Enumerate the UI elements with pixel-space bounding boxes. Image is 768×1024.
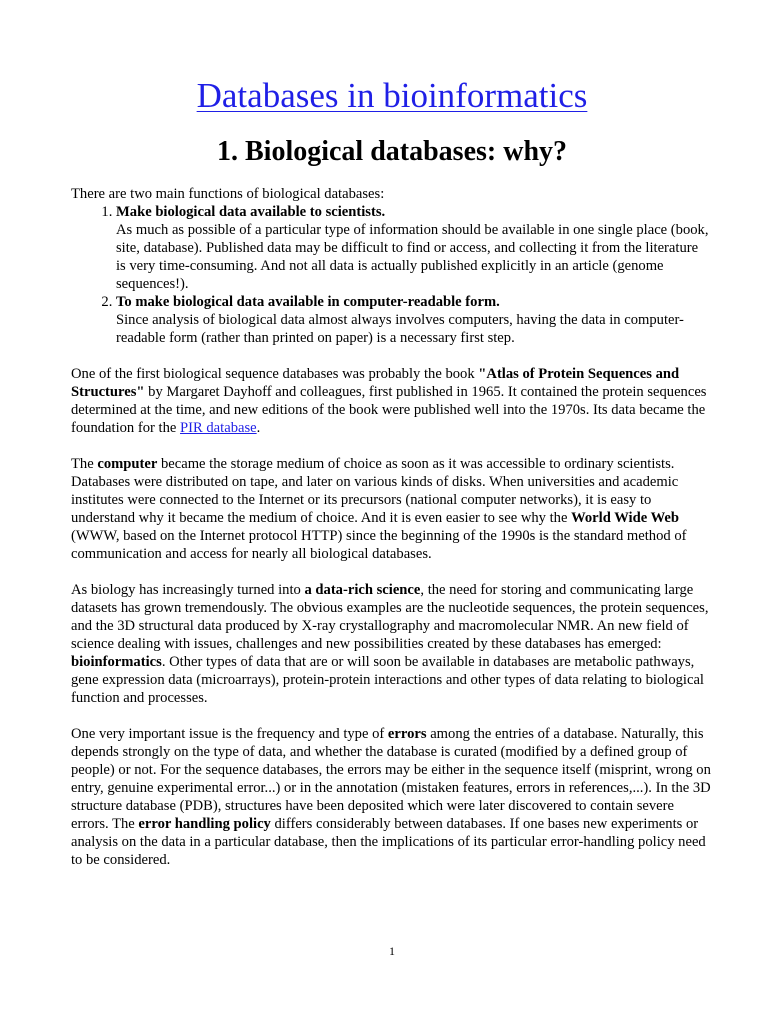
intro-paragraph: There are two main functions of biological databases: — [71, 186, 385, 202]
list-item-description: As much as possible of a particular type of information should be available in one single place (book, site, database). Published data may be difficult to find or access, and collecting it from the literature is very time-consuming. And not all data is actually published explicitly in an article (genome sequences!). — [116, 222, 709, 292]
list-item-description: Since analysis of biological data almost always involves computers, having the data in computer-readable form (rather than printed on paper) is a necessary first step. — [116, 312, 684, 346]
bold-term: bioinformatics — [71, 654, 162, 670]
list-item — [116, 293, 711, 347]
paragraph-text: among the entries of a database. Naturally, this depends strongly on the type of data, and whether the database is curated (modified by a defined group of people) or not. For the sequence databases, the errors may be either in the sequence itself (misprint, wrong on entry, genuine experimental error...) or in the annotation (mistaken features, errors in references,...). In the 3D structure database (PDB), structures have been deposited which were later discovered to contain severe errors. The — [71, 726, 711, 832]
atlas-paragraph — [71, 365, 711, 437]
data-rich-paragraph — [71, 581, 711, 707]
paragraph-text: As biology has increasingly turned into — [71, 582, 305, 598]
paragraph-text: (WWW, based on the Internet protocol HTTP) since the beginning of the 1990s is the standard method of communication and access for nearly all biological databases. — [71, 528, 687, 562]
computer-paragraph — [71, 455, 711, 563]
paragraph-text: by Margaret Dayhoff and colleagues, first published in 1965. It contained the protein sequences determined at the time, and new editions of the book were published well into the 1970s. Its data became the foundation for the — [71, 384, 707, 436]
list-item-title: To make biological data available in computer-readable form. — [116, 294, 500, 310]
paragraph-text: became the storage medium of choice as soon as it was accessible to ordinary scientists. Databases were distributed on tape, and later on various kinds of disks. When universities and academic institutes were connected to the Internet or its precursors (national computer networks), it is easy to understand why it became the medium of choice. And it is even easier to see why the — [71, 456, 679, 526]
document-body — [71, 185, 711, 887]
section-heading: 1. Biological databases: why? — [216, 136, 568, 167]
bold-term: a data-rich science — [304, 582, 421, 598]
errors-paragraph — [71, 725, 711, 869]
paragraph-text: One very important issue is the frequency and type of — [71, 726, 388, 742]
paragraph-text: , the need for storing and communicating large datasets has grown tremendously. The obvious examples are the nucleotide sequences, the protein sequences, and the 3D structural data produced by X-ray crystallography and macromolecular NMR. An new field of science dealing with issues, challenges and new possibilities created by these databases has emerged: — [71, 582, 709, 652]
functions-list — [71, 203, 711, 347]
paragraph-text: The — [71, 456, 98, 472]
document-title-link[interactable]: Databases in bioinformatics — [196, 76, 588, 115]
page-number: 1 — [389, 944, 395, 958]
atlas-book-title: "Atlas of Protein Sequences and Structures" — [71, 366, 680, 400]
paragraph-text: One of the first biological sequence databases was probably the book — [71, 366, 479, 382]
paragraph-text: . Other types of data that are or will soon be available in databases are metabolic pathways, gene expression data (microarrays), protein-protein interactions and other types of data relating to biological function and processes. — [71, 654, 704, 706]
list-item — [116, 203, 711, 293]
bold-term: World Wide Web — [571, 510, 679, 526]
bold-term: computer — [97, 456, 158, 472]
list-item-title: Make biological data available to scientists. — [116, 204, 386, 220]
paragraph-text: differs considerably between databases. If one bases new experiments or analysis on the data in a particular database, then the implications of its particular error-handling policy need to be considered. — [71, 816, 706, 868]
pir-database-link[interactable]: PIR database — [180, 420, 257, 436]
paragraph-text: . — [256, 420, 261, 436]
bold-term: error handling policy — [138, 816, 271, 832]
bold-term: errors — [387, 726, 427, 742]
